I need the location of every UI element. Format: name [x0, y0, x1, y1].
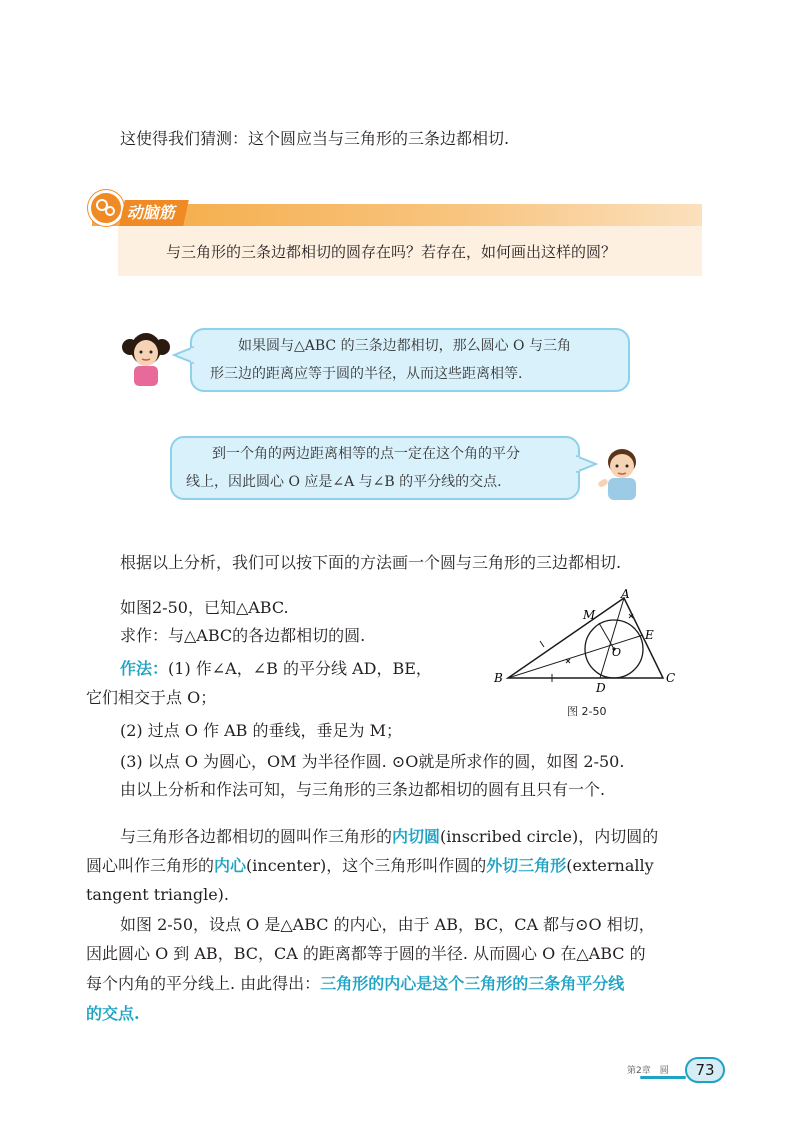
- label-e: E: [645, 628, 654, 642]
- label-c: C: [666, 671, 676, 685]
- boy-bubble-line2: 线上，因此圆心 O 应是∠A 与∠B 的平分线的交点.: [186, 474, 502, 490]
- boy-bubble-tail: [576, 454, 598, 474]
- term-tangent-triangle: 外切三角形: [486, 856, 567, 875]
- boy-bubble-line1: 到一个角的两边距离相等的点一定在这个角的平分: [212, 446, 520, 462]
- footer-decoration: [640, 1076, 686, 1079]
- step1-line: [120, 658, 432, 680]
- label-b: B: [494, 671, 503, 685]
- definition-text: (incenter)，这个三角形叫作圆的: [246, 856, 487, 875]
- definition-line3: tangent triangle).: [86, 885, 229, 904]
- label-a: A: [621, 587, 630, 601]
- boy-avatar-icon: [596, 444, 646, 502]
- analysis-line: 根据以上分析，我们可以按下面的方法画一个圆与三角形的三边都相切.: [120, 553, 622, 572]
- definition-line2: [86, 855, 654, 877]
- step1-text: (1) 作∠A，∠B 的平分线 AD，BE，: [168, 659, 432, 678]
- step1b-line: 它们相交于点 O；: [86, 688, 217, 707]
- girl-bubble-tail: [172, 345, 194, 365]
- girl-avatar-icon: [120, 325, 172, 387]
- figure-caption: 图 2-50: [567, 705, 607, 718]
- term-incenter: 内心: [214, 856, 247, 875]
- page-number: 73: [685, 1057, 725, 1083]
- think-title: 动脑筋: [119, 200, 189, 226]
- definition-text: 圆心叫作三角形的: [86, 856, 215, 875]
- theorem-line2: 因此圆心 O 到 AB，BC，CA 的距离都等于圆的半径. 从而圆心 O 在△ABC 的: [86, 944, 646, 963]
- girl-bubble-line2: 形三边的距离应等于圆的半径，从而这些距离相等.: [210, 366, 523, 382]
- bisector-be: [508, 635, 643, 678]
- definition-line1: [120, 826, 658, 848]
- step3-line: (3) 以点 O 为圆心，OM 为半径作圆. ⊙O就是所求作的圆，如图 2-50.: [120, 752, 625, 771]
- conclusion-line: 由以上分析和作法可知，与三角形的三条边都相切的圆有且只有一个.: [120, 780, 606, 799]
- method-label: 作法：: [120, 659, 169, 678]
- think-question: 与三角形的三条边都相切的圆存在吗？若存在，如何画出这样的圆？: [166, 243, 617, 261]
- step2-line: (2) 过点 O 作 AB 的垂线，垂足为 M；: [120, 721, 402, 740]
- definition-text: 与三角形各边都相切的圆叫作三角形的: [120, 827, 393, 846]
- definition-text: (externally: [566, 856, 654, 875]
- bisector-ad: [600, 598, 624, 678]
- label-d: D: [596, 681, 606, 695]
- girl-bubble-line1: 如果圆与△ABC 的三条边都相切，那么圆心 O 与三角: [238, 338, 571, 354]
- theorem-line1: 如图 2-50，设点 O 是△ABC 的内心，由于 AB，BC，CA 都与⊙O 相切，: [120, 915, 655, 934]
- given-line: 如图2-50，已知△ABC.: [120, 598, 289, 617]
- theorem-text: 每个内角的平分线上. 由此得出：: [86, 974, 321, 993]
- definition-text: (inscribed circle)，内切圆的: [440, 827, 659, 846]
- term-inscribed-circle: 内切圆: [392, 827, 441, 846]
- figure-2-50: [488, 585, 688, 715]
- label-m: M: [583, 608, 596, 622]
- theorem-line3: [86, 973, 624, 995]
- think-icon: [88, 190, 124, 226]
- intro-line: 这使得我们猜测：这个圆应当与三角形的三条边都相切.: [120, 129, 510, 148]
- label-o: O: [612, 646, 622, 659]
- theorem-line4: 的交点.: [86, 1004, 140, 1023]
- required-line: 求作：与△ABC的各边都相切的圆.: [120, 626, 366, 645]
- theorem-highlight: 三角形的内心是这个三角形的三条角平分线: [320, 974, 625, 993]
- chapter-label: 第2章 圆: [627, 1066, 669, 1076]
